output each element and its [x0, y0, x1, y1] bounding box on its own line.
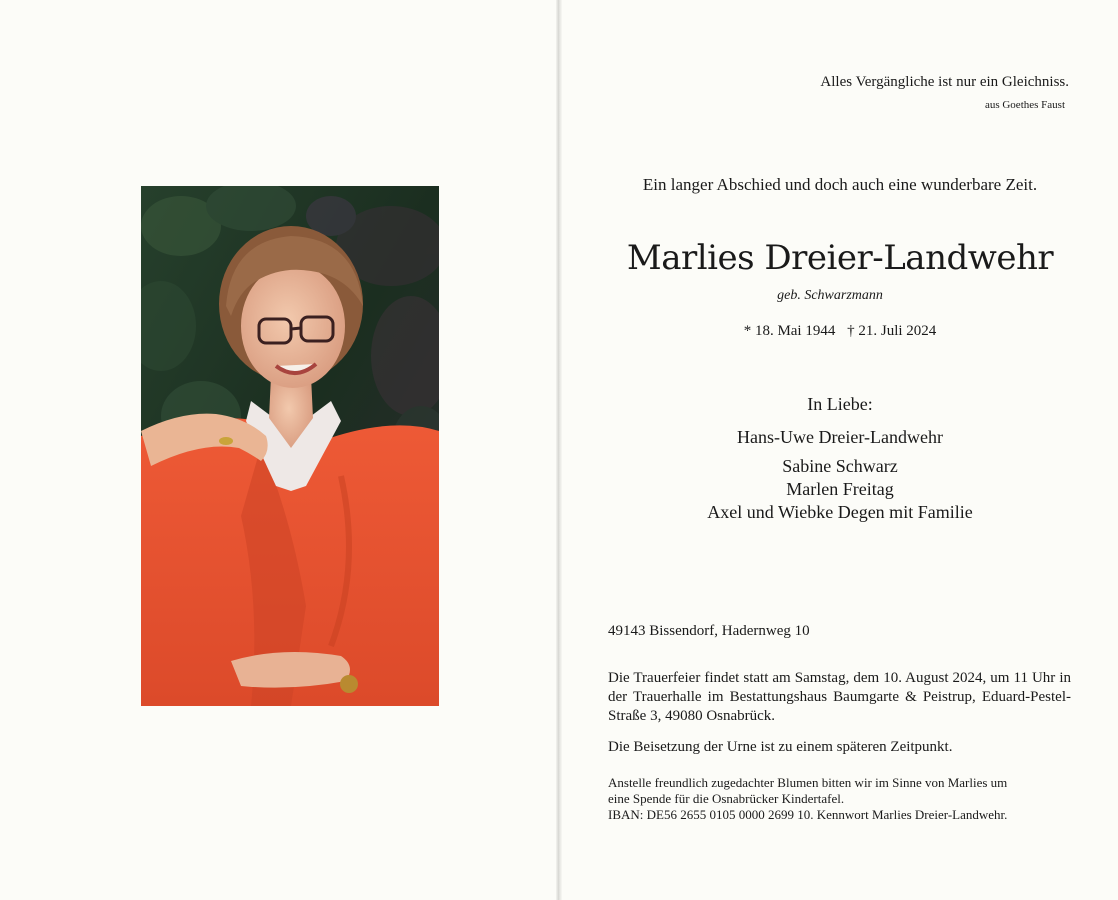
iban-line: IBAN: DE56 2655 0105 0000 2699 10. Kennwort Marlies Dreier-Landwehr.	[608, 807, 1008, 822]
burial-info: Die Beisetzung der Urne ist zu einem späteren Zeitpunkt.	[608, 739, 953, 755]
tagline: Ein langer Abschied und doch auch eine wunderbare Zeit.	[642, 175, 1038, 194]
donation-info	[608, 775, 1078, 823]
address: 49143 Bissendorf, Hadernweg 10	[608, 623, 810, 639]
portrait-photo	[141, 186, 439, 706]
birth-name: geb. Schwarzmann	[777, 288, 883, 303]
ceremony-info: Die Trauerfeier findet statt am Samstag, dem 10. August 2024, um 11 Uhr in der Trauerhalle im Bestattungshaus Baumgarte & Peistrup, Eduard-Pestel-Straße 3, 49080 Osnabrück.	[608, 670, 1071, 724]
mourner-name: Sabine Schwarz	[782, 456, 898, 476]
death-date: † 21. Juli 2024	[847, 323, 937, 339]
mourners-list	[562, 426, 1118, 524]
mourner-name: Marlen Freitag	[786, 479, 894, 499]
quote-text: Alles Vergängliche ist nur ein Gleichniss.	[820, 74, 1069, 90]
quote-source: aus Goethes Faust	[984, 99, 1065, 111]
deceased-name: Marlies Dreier-Landwehr	[626, 238, 1054, 278]
mourner-name: Axel und Wiebke Degen mit Familie	[707, 502, 973, 522]
birth-date: * 18. Mai 1944	[743, 323, 836, 339]
mourners-heading: In Liebe:	[807, 394, 873, 414]
donation-line: eine Spende für die Osnabrücker Kindertafel.	[608, 791, 845, 806]
life-dates	[562, 323, 1118, 340]
mourner-name: Hans-Uwe Dreier-Landwehr	[736, 427, 944, 447]
donation-line: Anstelle freundlich zugedachter Blumen bitten wir im Sinne von Marlies um	[608, 775, 1008, 790]
